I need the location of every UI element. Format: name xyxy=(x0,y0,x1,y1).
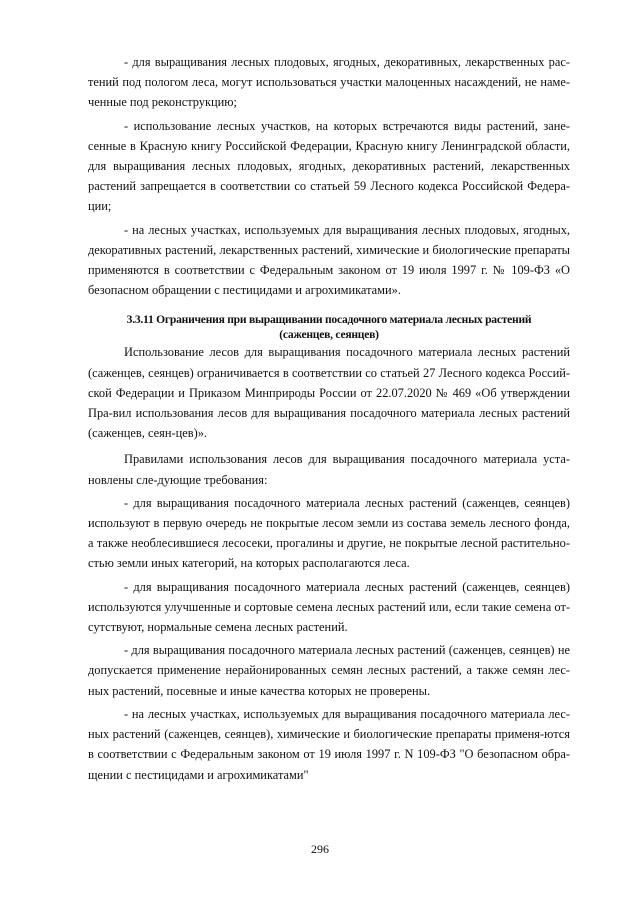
page-number: 296 xyxy=(311,842,329,856)
paragraph xyxy=(88,704,570,785)
text-line: - на лесных участках, используемых для выращивания посадочного материала лес- xyxy=(124,706,570,721)
text-line: стью земли иных категорий, на которых располагаются леса. xyxy=(88,556,410,571)
paragraph xyxy=(88,640,570,701)
paragraph xyxy=(88,577,570,638)
text-line: - для выращивания посадочного материала лесных растений (саженцев, сеянцев) xyxy=(124,495,570,510)
paragraph xyxy=(88,116,570,217)
text-line: ской Федерации и Приказом Минприроды России от 22.07.2020 № 469 «Об утверждении xyxy=(88,385,570,400)
text-line: - использование лесных участков, на которых встречаются виды растений, зане- xyxy=(124,118,570,133)
text-line: допускается применение нерайонированных семян лесных растений, а также семян лес- xyxy=(88,663,570,678)
paragraph xyxy=(88,52,570,113)
text-line: ции; xyxy=(88,199,112,214)
text-line: Использование лесов для выращивания посадочного материала лесных растений xyxy=(124,345,570,360)
text-line: Пра-вил использования лесов для выращивания посадочного материала лесных растений xyxy=(88,406,570,421)
text-line: растений запрещается в соответствии со статьей 59 Лесного кодекса Российской Федера- xyxy=(88,179,570,194)
section-heading xyxy=(88,312,570,342)
text-line: в соответствии с Федеральным законом от 19 июля 1997 г. N 109-ФЗ "О безопасном обра- xyxy=(88,747,570,762)
text-line: (саженцев, сеянцев) ограничивается в соответствии со статьей 27 Лесного кодекса Россий- xyxy=(88,365,570,380)
heading-line: (саженцев, сеянцев) xyxy=(279,328,379,342)
text-line: ных растений (саженцев, сеянцев), химические и биологические препараты применя-ются xyxy=(88,727,570,742)
text-line: щении с пестицидами и агрохимикатами" xyxy=(88,767,309,782)
text-line: используют в первую очередь не покрытые лесом земли из состава земель лесного фонда, xyxy=(88,516,570,531)
heading-line: 3.3.11 Ограничения при выращивании посадочного материала лесных растений xyxy=(126,313,532,327)
text-line: декоративных растений, лекарственных растений, химические и биологические препараты xyxy=(88,242,570,257)
text-line: (саженцев, сеян-цев)». xyxy=(88,426,207,441)
text-line: используются улучшенные и сортовые семена лесных растений или, если такие семена от- xyxy=(88,599,570,614)
text-line: - для выращивания посадочного материала лесных растений (саженцев, сеянцев) не xyxy=(124,643,570,658)
text-line: применяются в соответствии с Федеральным законом от 19 июля 1997 г. № 109-ФЗ «О xyxy=(88,263,570,278)
text-line: - на лесных участках, используемых для выращивания лесных плодовых, ягодных, xyxy=(124,222,570,237)
paragraph xyxy=(88,449,570,489)
text-line: безопасном обращении с пестицидами и агрохимикатами». xyxy=(88,283,401,298)
paragraph xyxy=(88,342,570,443)
text-line: сутствуют, нормальные семена лесных растений. xyxy=(88,620,348,635)
paragraph xyxy=(88,220,570,301)
text-line: для выращивания лесных плодовых, ягодных, декоративных растений, лекарственных xyxy=(88,159,570,174)
text-line: новлены сле-дующие требования: xyxy=(88,472,268,487)
paragraph xyxy=(88,493,570,574)
text-line: а также необлесившиеся лесосеки, прогалины и другие, не покрытые лесной растительно- xyxy=(88,536,570,551)
text-line: сенные в Красную книгу Российской Федерации, Красную книгу Ленинградской области, xyxy=(88,138,570,153)
text-line: - для выращивания посадочного материала лесных растений (саженцев, сеянцев) xyxy=(124,579,570,594)
text-line: ных растений, посевные и иные качества которых не проверены. xyxy=(88,683,431,698)
document-page xyxy=(88,52,570,785)
text-line: - для выращивания лесных плодовых, ягодных, декоративных, лекарственных рас- xyxy=(124,55,570,69)
text-line: тений под пологом леса, могут использоваться участки малоценных насаждений, не наме- xyxy=(88,75,570,90)
text-line: Правилами использования лесов для выращивания посадочного материала уста- xyxy=(124,452,570,467)
text-line: ченные под реконструкцию; xyxy=(88,95,237,110)
